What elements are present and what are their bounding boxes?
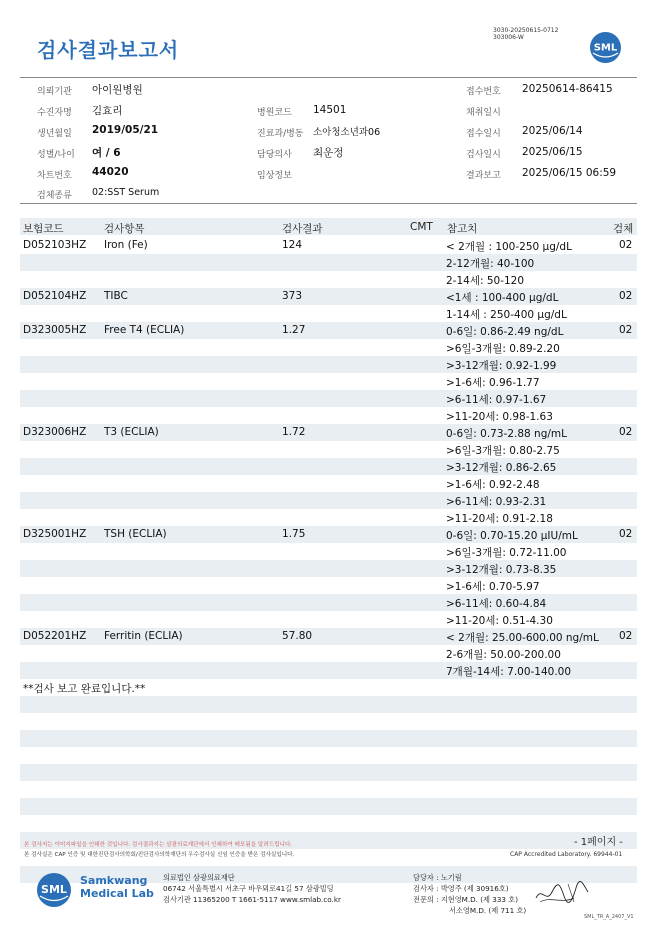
birth-value: 2019/05/21 [92, 124, 159, 136]
sex-age-value: 여 / 6 [92, 147, 121, 159]
certification-notice: 본 검사실은 CAP 인증 및 대한진단검사의학회/진단검사의학재단의 우수검사실 신임 인증을 받은 검사실입니다. [24, 852, 295, 858]
receipt-no-label: 접수번호 [466, 87, 501, 97]
table-row [20, 611, 637, 628]
row-reference: >11-20세: 0.91-2.18 [446, 513, 553, 525]
row-test-item: TIBC [104, 290, 128, 302]
header-specimen: 검체 [613, 223, 634, 235]
document-id-line2: 303006-W [493, 34, 524, 41]
info-top-divider [20, 77, 637, 78]
hospital-code-label: 병원코드 [257, 108, 292, 118]
row-reference: >6-11세: 0.60-4.84 [446, 598, 547, 610]
row-reference: >3-12개월: 0.86-2.65 [446, 462, 557, 474]
row-test-item: Iron (Fe) [104, 239, 148, 251]
receipt-date-label: 접수일시 [466, 129, 501, 139]
row-specimen: 02 [619, 290, 633, 302]
chart-no-label: 차트번호 [37, 171, 72, 181]
row-insurance-code: D052201HZ [23, 630, 87, 642]
row-reference: >1-6세: 0.92-2.48 [446, 479, 540, 491]
patient-value: 김효리 [92, 105, 123, 117]
table-row [20, 458, 637, 475]
staff-tester: 검사자 : 박영주 (제 30916호) [413, 884, 509, 893]
table-row [20, 543, 637, 560]
birth-label: 생년월일 [37, 129, 72, 139]
dept-value: 소아청소년과06 [313, 127, 381, 138]
row-result: 124 [282, 239, 303, 251]
hospital-code-value: 14501 [313, 104, 347, 116]
page-number: - 1페이지 - [574, 837, 623, 848]
row-reference: >6-11세: 0.97-1.67 [446, 394, 547, 406]
table-row [20, 526, 637, 543]
institution-value: 아이원병원 [92, 84, 143, 96]
table-row [20, 645, 637, 662]
row-reference: >11-20세: 0.98-1.63 [446, 411, 553, 423]
table-row [20, 798, 637, 815]
row-test-item: T3 (ECLIA) [104, 426, 159, 438]
header-result: 검사결과 [282, 223, 323, 235]
row-test-item: Ferritin (ECLIA) [104, 630, 183, 642]
table-row [20, 475, 637, 492]
receipt-no-value: 20250614-86415 [522, 83, 613, 95]
row-reference: 1-14세 : 250-400 μg/dL [446, 309, 567, 321]
table-row [20, 407, 637, 424]
table-row [20, 373, 637, 390]
header-reference: 참고치 [447, 223, 478, 235]
document-id [493, 27, 558, 41]
samkwang-logo-mark: SML [41, 883, 67, 896]
test-date-value: 2025/06/15 [522, 146, 583, 158]
table-row [20, 322, 637, 339]
info-bottom-divider [20, 203, 637, 204]
lab-contact: 검사기관 11365200 T 1661-5117 www.smlab.co.kr [163, 895, 341, 904]
row-reference: 0-6일: 0.86-2.49 ng/dL [446, 326, 564, 338]
table-row [20, 730, 637, 747]
table-row [20, 441, 637, 458]
row-result: 57.80 [282, 630, 313, 642]
collect-date-label: 채취일시 [466, 108, 501, 118]
sex-age-label: 성별/나이 [37, 150, 75, 160]
row-specimen: 02 [619, 239, 633, 251]
row-insurance-code: **검사 보고 완료입니다.** [23, 683, 146, 695]
form-version: SML_TR_A_2407_V1 [584, 914, 634, 920]
table-row [20, 237, 637, 254]
signature-icon [534, 878, 590, 908]
row-reference: <1세 : 100-400 μg/dL [446, 292, 559, 304]
samkwang-logo-text [80, 874, 154, 900]
header-cmt: CMT [410, 221, 433, 233]
row-reference: >1-6세: 0.96-1.77 [446, 377, 540, 389]
row-result: 1.72 [282, 426, 306, 438]
table-row [20, 815, 637, 832]
row-insurance-code: D052104HZ [23, 290, 87, 302]
staff-manager: 담당자 : 노기림 [413, 873, 462, 882]
row-reference: >11-20세: 0.51-4.30 [446, 615, 553, 627]
row-reference: < 2개월 : 100-250 μg/dL [446, 241, 572, 253]
patient-label: 수진자명 [37, 108, 72, 118]
logo-line1: Samkwang [80, 874, 148, 887]
row-reference: >3-12개월: 0.73-8.35 [446, 564, 557, 576]
table-row [20, 254, 637, 271]
row-reference: >3-12개월: 0.92-1.99 [446, 360, 557, 372]
institution-label: 의뢰기관 [37, 87, 72, 97]
row-reference: 0-6일: 0.73-2.88 ng/mL [446, 428, 567, 440]
row-test-item: TSH (ECLIA) [104, 528, 167, 540]
doctor-label: 담당의사 [257, 150, 292, 160]
table-row [20, 390, 637, 407]
row-reference: 7개월-14세: 7.00-140.00 [446, 666, 572, 678]
dept-label: 진료과/병동 [257, 129, 304, 139]
table-row [20, 662, 637, 679]
row-reference: >6-11세: 0.93-2.31 [446, 496, 547, 508]
lab-address-block [163, 872, 341, 905]
row-specimen: 02 [619, 324, 633, 336]
receipt-date-value: 2025/06/14 [522, 125, 583, 137]
row-reference: 2-14세: 50-120 [446, 275, 525, 287]
specimen-type-label: 검체종류 [37, 191, 72, 201]
row-reference: 2-12개월: 40-100 [446, 258, 535, 270]
specimen-type-value: 02:SST Serum [92, 187, 160, 198]
row-reference: >6일-3개월: 0.89-2.20 [446, 343, 560, 355]
table-row [20, 679, 637, 696]
logo-line2: Medical Lab [80, 887, 154, 900]
doctor-value: 최운정 [313, 147, 344, 159]
table-row [20, 271, 637, 288]
lab-org-name: 의료법인 삼광의료재단 [163, 873, 235, 882]
print-notice: 본 검사지는 이미지파일을 인쇄한 것입니다. 검사결과지는 삼광의료재단에서 인쇄하여 배포됨을 알려드립니다. [24, 842, 293, 848]
report-date-value: 2025/06/15 06:59 [522, 167, 617, 179]
table-row [20, 509, 637, 526]
table-row [20, 747, 637, 764]
table-row [20, 696, 637, 713]
row-specimen: 02 [619, 426, 633, 438]
row-result: 1.75 [282, 528, 306, 540]
table-row [20, 339, 637, 356]
row-reference: 0-6일: 0.70-15.20 μIU/mL [446, 530, 578, 542]
sml-logo-icon [589, 31, 622, 64]
staff-block [413, 872, 526, 916]
row-insurance-code: D052103HZ [23, 239, 87, 251]
row-reference: 2-6개월: 50.00-200.00 [446, 649, 561, 661]
table-row [20, 577, 637, 594]
table-row [20, 424, 637, 441]
document-id-line1: 3030-20250615-0712 [493, 27, 559, 34]
row-insurance-code: D323005HZ [23, 324, 87, 336]
table-row [20, 492, 637, 509]
row-result: 373 [282, 290, 303, 302]
report-title: 검사결과보고서 [37, 38, 180, 62]
staff-specialist-2: 서소영M.D. (제 711 호) [449, 906, 527, 915]
table-row [20, 356, 637, 373]
table-row [20, 764, 637, 781]
table-row [20, 305, 637, 322]
staff-specialist-1: 전문의 : 지현영M.D. (제 333 호) [413, 895, 519, 904]
header-insurance-code: 보험코드 [23, 223, 64, 235]
table-row [20, 560, 637, 577]
row-insurance-code: D323006HZ [23, 426, 87, 438]
samkwang-logo-icon [36, 872, 72, 908]
row-reference: < 2개월: 25.00-600.00 ng/mL [446, 632, 599, 644]
clinical-label: 임상정보 [257, 171, 292, 181]
table-row [20, 594, 637, 611]
table-row [20, 628, 637, 645]
sml-logo-text: SML [593, 42, 618, 54]
test-date-label: 검사일시 [466, 150, 501, 160]
table-row [20, 713, 637, 730]
cap-accreditation: CAP Accredited Laboratory. 69944-01 [510, 851, 623, 858]
table-row [20, 781, 637, 798]
row-insurance-code: D325001HZ [23, 528, 87, 540]
lab-address: 06742 서울특별시 서초구 바우뫼로41길 57 삼광빌딩 [163, 884, 334, 893]
row-reference: >6일-3개월: 0.72-11.00 [446, 547, 567, 559]
row-specimen: 02 [619, 630, 633, 642]
table-row [20, 288, 637, 305]
row-test-item: Free T4 (ECLIA) [104, 324, 185, 336]
report-date-label: 결과보고 [466, 171, 501, 181]
chart-no-value: 44020 [92, 166, 129, 178]
row-result: 1.27 [282, 324, 306, 336]
header-test-item: 검사항목 [104, 223, 145, 235]
row-reference: >1-6세: 0.70-5.97 [446, 581, 540, 593]
row-reference: >6일-3개월: 0.80-2.75 [446, 445, 560, 457]
row-specimen: 02 [619, 528, 633, 540]
